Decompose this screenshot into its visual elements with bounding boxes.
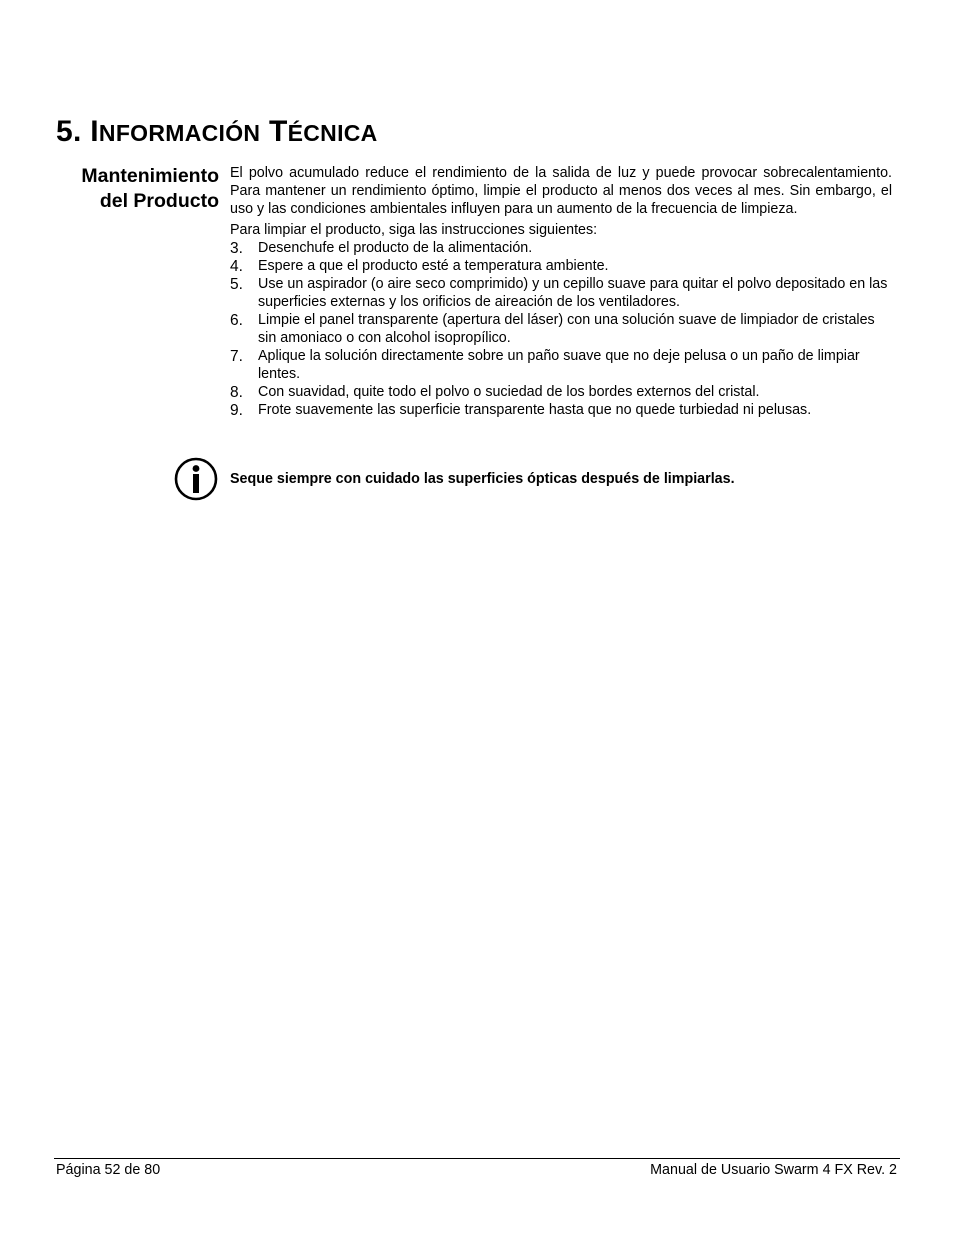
- manual-title: Manual de Usuario Swarm 4 FX Rev. 2: [650, 1162, 897, 1178]
- step-number: 3.: [230, 240, 243, 257]
- list-item: [230, 311, 892, 347]
- section-heading-line-2: del Producto: [99, 190, 219, 212]
- list-item: [230, 275, 892, 311]
- list-item: [230, 383, 892, 401]
- step-text: Desenchufe el producto de la alimentación.: [258, 240, 533, 256]
- list-item: [230, 257, 892, 275]
- page-number: Página 52 de 80: [56, 1162, 161, 1178]
- chapter-number: 5.: [56, 115, 82, 148]
- chapter-title-initial-1: I: [90, 115, 99, 148]
- list-item: [230, 347, 892, 383]
- list-item: [230, 401, 892, 419]
- step-text: Espere a que el producto esté a temperatura ambiente.: [258, 258, 609, 274]
- step-text: Aplique la solución directamente sobre un paño suave que no deje pelusa o un paño de limpiar lentes.: [258, 348, 860, 382]
- step-number: 4.: [230, 258, 243, 275]
- footer-divider: [54, 1158, 900, 1159]
- chapter-title-rest-2: ÉCNICA: [287, 120, 378, 146]
- note-text: Seque siempre con cuidado las superficies ópticas después de limpiarlas.: [230, 471, 735, 487]
- section-heading: [40, 164, 219, 214]
- step-number: 6.: [230, 312, 243, 329]
- step-text: Use un aspirador (o aire seco comprimido) y un cepillo suave para quitar el polvo depositado en las superficies externas y los orificios de aireación de los ventiladores.: [258, 276, 888, 310]
- chapter-title-initial-2: T: [268, 115, 288, 148]
- list-item: [230, 239, 892, 257]
- step-number: 7.: [230, 348, 243, 365]
- step-text: Con suavidad, quite todo el polvo o suciedad de los bordes externos del cristal.: [258, 384, 760, 400]
- instructions-lead: Para limpiar el producto, siga las instrucciones siguientes:: [230, 222, 598, 238]
- step-number: 5.: [230, 276, 243, 293]
- chapter-title: [56, 112, 378, 153]
- info-icon: [174, 457, 218, 501]
- chapter-title-rest-1: NFORMACIÓN: [98, 120, 261, 146]
- step-number: 9.: [230, 402, 243, 419]
- intro-paragraph: El polvo acumulado reduce el rendimiento de la salida de luz y puede provocar sobrecalentamiento. Para mantener un rendimiento óptimo, limpie el producto al menos dos veces al mes. Sin embargo, el uso y las condiciones ambientales influyen para un aumento de la frecuencia de limpieza.: [230, 165, 892, 217]
- step-number: 8.: [230, 384, 243, 401]
- section-heading-line-1: Mantenimiento: [81, 165, 219, 187]
- section-body: [230, 164, 892, 419]
- cleaning-steps-list: [230, 239, 892, 419]
- step-text: Limpie el panel transparente (apertura del láser) con una solución suave de limpiador de cristales sin amoniaco o con alcohol isopropílico.: [258, 312, 875, 346]
- step-text: Frote suavemente las superficie transparente hasta que no quede turbiedad ni pelusas.: [258, 402, 812, 418]
